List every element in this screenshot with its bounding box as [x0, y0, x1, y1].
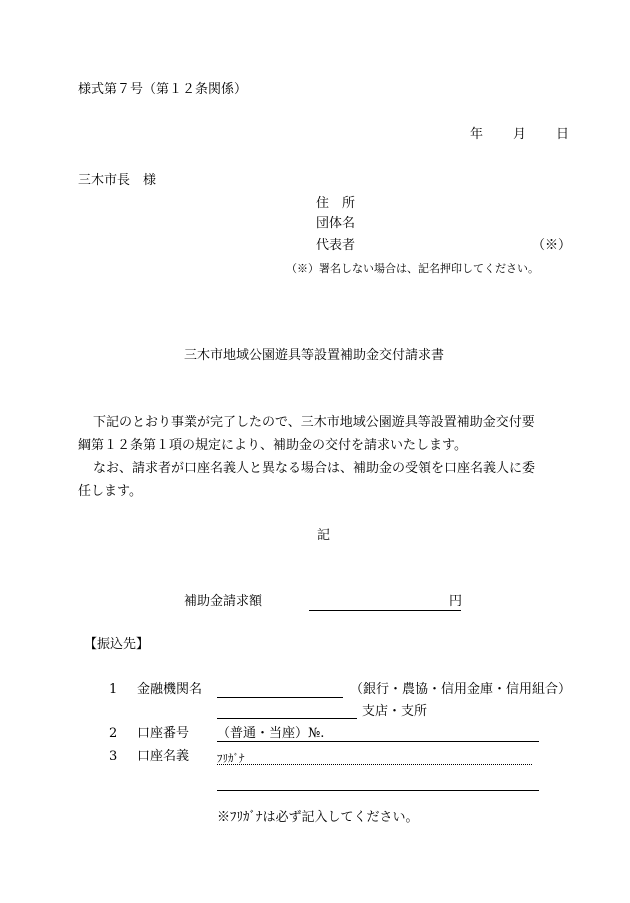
- amount-label: 補助金請求額: [184, 594, 263, 609]
- body-paragraph-2-line-2: 任します。: [78, 484, 142, 499]
- date-year: 年: [470, 127, 484, 142]
- seal-note: （※）署名しない場合は、記名押印してください。: [286, 262, 539, 275]
- group-name-label: 団体名: [316, 216, 356, 231]
- representative-label: 代表者: [316, 238, 356, 253]
- item1-number: 1: [109, 682, 118, 697]
- date-month: 月: [513, 127, 527, 142]
- body-paragraph-2-line-1: なお、請求者が口座名義人と異なる場合は、補助金の受領を口座名義人に委: [93, 461, 536, 476]
- bank-name-label: 金融機関名: [137, 682, 203, 697]
- amount-field-line[interactable]: [309, 610, 461, 611]
- body-paragraph-1-line-2: 綱第１２条第１項の規定により、補助金の交付を請求いたします。: [78, 438, 467, 453]
- addressee: 三木市長 様: [78, 173, 157, 188]
- form-id: 様式第７号（第１２条関係）: [78, 82, 248, 97]
- transfer-heading: 【振込先】: [84, 637, 150, 652]
- date-day: 日: [556, 127, 570, 142]
- item2-number: 2: [109, 726, 118, 741]
- account-type-options: （普通・当座）№.: [217, 726, 325, 741]
- body-paragraph-1-line-1: 下記のとおり事業が完了したので、三木市地域公園遊具等設置補助金交付要: [93, 415, 535, 430]
- furigana-field-line[interactable]: [217, 764, 532, 765]
- ki-heading: 記: [317, 528, 331, 543]
- account-number-label: 口座番号: [137, 726, 190, 741]
- account-holder-field-line[interactable]: [217, 790, 539, 791]
- branch-label: 支店・支所: [362, 704, 428, 719]
- branch-field-line[interactable]: [217, 718, 357, 719]
- account-holder-label: 口座名義: [137, 749, 190, 764]
- document-title: 三木市地域公園遊具等設置補助金交付請求書: [184, 348, 445, 363]
- item3-number: 3: [109, 749, 118, 764]
- amount-unit: 円: [449, 594, 463, 609]
- footnote: ※ﾌﾘｶﾞﾅは必ず記入してください。: [217, 810, 419, 825]
- furigana-label: ﾌﾘｶﾞﾅ: [217, 752, 245, 765]
- bank-type-options: （銀行・農協・信用金庫・信用組合）: [350, 682, 572, 697]
- account-number-field-line[interactable]: [217, 741, 539, 742]
- address-label: 住 所: [316, 196, 356, 211]
- bank-name-field-line[interactable]: [217, 697, 343, 698]
- seal-mark: （※）: [532, 238, 572, 253]
